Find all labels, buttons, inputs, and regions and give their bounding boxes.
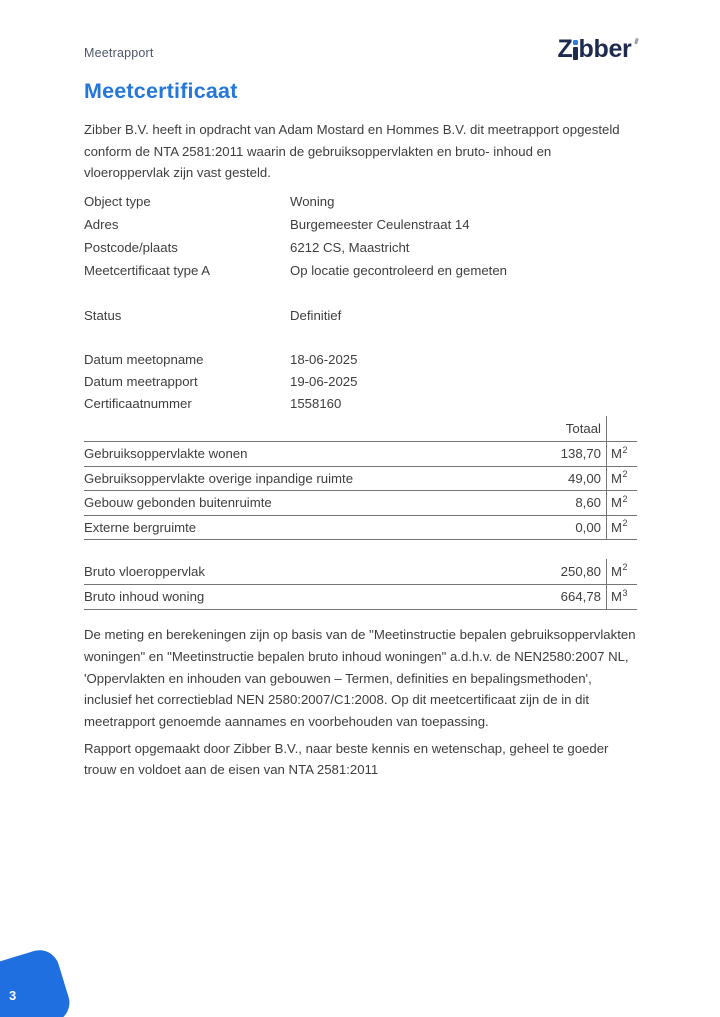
legal-paragraph: De meting en berekeningen zijn op basis van de "Meetinstructie bepalen gebruiksoppervlakten woningen" en "Meetinstructie bepalen bruto inhoud woningen" a.d.h.v. de NEN2580:2007 NL, 'Oppervlakten en inhouden van gebouwen – Termen, definities en bepalingsmethoden', inclusief het correctieblad NEN 2580:2007/C1:2008. Op dit meetcertificaat zijn de in dit meetrapport genoemde aannames en voorbehouden van toepassing. xyxy=(84,627,636,729)
doc-type-label: Meetrapport xyxy=(84,46,154,60)
kv-value: 18-06-2025 xyxy=(290,352,358,368)
logo-i-glyph xyxy=(573,37,579,62)
row-unit: M $^2$ xyxy=(606,559,637,584)
row-unit: M $^3$ xyxy=(606,585,637,610)
kv-value: Woning xyxy=(290,194,335,210)
status-label: Status xyxy=(84,308,122,324)
table-row xyxy=(84,559,637,585)
property-details xyxy=(84,190,637,282)
table-row xyxy=(84,442,637,467)
row-value: 8,60 xyxy=(575,495,601,511)
status-value: Definitief xyxy=(290,308,342,324)
row-unit: M $^2$ xyxy=(606,467,637,491)
table-row xyxy=(84,491,637,516)
status-row xyxy=(84,304,637,327)
row-value: 0,00 xyxy=(575,519,601,535)
row-label: Bruto vloeroppervlak xyxy=(84,563,205,579)
row-label: Externe bergruimte xyxy=(84,519,197,535)
surface-area-table xyxy=(84,416,637,540)
logo-text-post: bber xyxy=(578,35,632,63)
logo-trademark-tick-icon xyxy=(634,38,638,44)
page-header xyxy=(84,35,637,69)
kv-value: 1558160 xyxy=(290,396,342,412)
page-title: Meetcertificaat xyxy=(84,79,238,103)
row-unit: M $^2$ xyxy=(606,491,637,515)
unit-base: M xyxy=(611,519,622,535)
unit-base: M xyxy=(611,589,622,605)
unit-base: M xyxy=(611,446,622,462)
kv-value: 19-06-2025 xyxy=(290,374,358,390)
row-label: Gebruiksoppervlakte wonen xyxy=(84,446,248,462)
row-unit: M $^2$ xyxy=(606,516,637,540)
table-header-row xyxy=(84,416,637,442)
logo-text-pre: Z xyxy=(557,35,573,63)
kv-value: 6212 CS, Maastricht xyxy=(290,240,410,256)
logo-i-stem xyxy=(573,47,578,60)
row-value: 138,70 xyxy=(560,446,601,462)
corner-accent-shape xyxy=(0,945,74,1017)
page-content xyxy=(84,35,637,781)
kv-value: Burgemeester Ceulenstraat 14 xyxy=(290,217,470,233)
row-value: 250,80 xyxy=(560,563,601,579)
row-label: Bruto inhoud woning xyxy=(84,589,205,605)
closing-paragraph: Rapport opgemaakt door Zibber B.V., naar beste kennis en wetenschap, geheel te goeder trouw en voldoet aan de eisen van NTA 2581:2011 xyxy=(84,740,609,778)
logo-i-dot-icon xyxy=(573,40,578,45)
unit-base: M xyxy=(611,563,622,579)
row-label: Gebruiksoppervlakte overige inpandige ruimte xyxy=(84,470,354,486)
report-meta xyxy=(84,349,637,415)
table-row xyxy=(84,467,637,492)
kv-label: Datum meetrapport xyxy=(84,374,198,390)
unit-base: M xyxy=(611,470,622,486)
row-label: Gebouw gebonden buitenruimte xyxy=(84,495,272,511)
row-unit: M $^2$ xyxy=(606,442,637,466)
unit-column-header xyxy=(606,416,637,441)
kv-label: Object type xyxy=(84,194,151,210)
total-column-header: Totaal xyxy=(565,421,601,437)
gross-measures-table xyxy=(84,559,637,610)
kv-label: Datum meetopname xyxy=(84,352,204,368)
zibber-logo xyxy=(558,37,637,62)
kv-label: Postcode/plaats xyxy=(84,240,178,256)
row-value: 664,78 xyxy=(560,589,601,605)
intro-paragraph: Zibber B.V. heeft in opdracht van Adam Mostard en Hommes B.V. dit meetrapport opgesteld conform de NTA 2581:2011 waarin de gebruiksoppervlakten en bruto- inhoud en vloeroppervlak zijn vast gesteld. xyxy=(84,122,620,181)
kv-value: Op locatie gecontroleerd en gemeten xyxy=(290,263,508,279)
table-row xyxy=(84,585,637,611)
kv-label: Certificaatnummer xyxy=(84,396,192,412)
kv-label: Adres xyxy=(84,217,119,233)
row-value: 49,00 xyxy=(567,470,601,486)
page-number: 3 xyxy=(9,988,17,1003)
table-row xyxy=(84,516,637,541)
kv-label: Meetcertificaat type A xyxy=(84,263,211,279)
unit-base: M xyxy=(611,495,622,511)
